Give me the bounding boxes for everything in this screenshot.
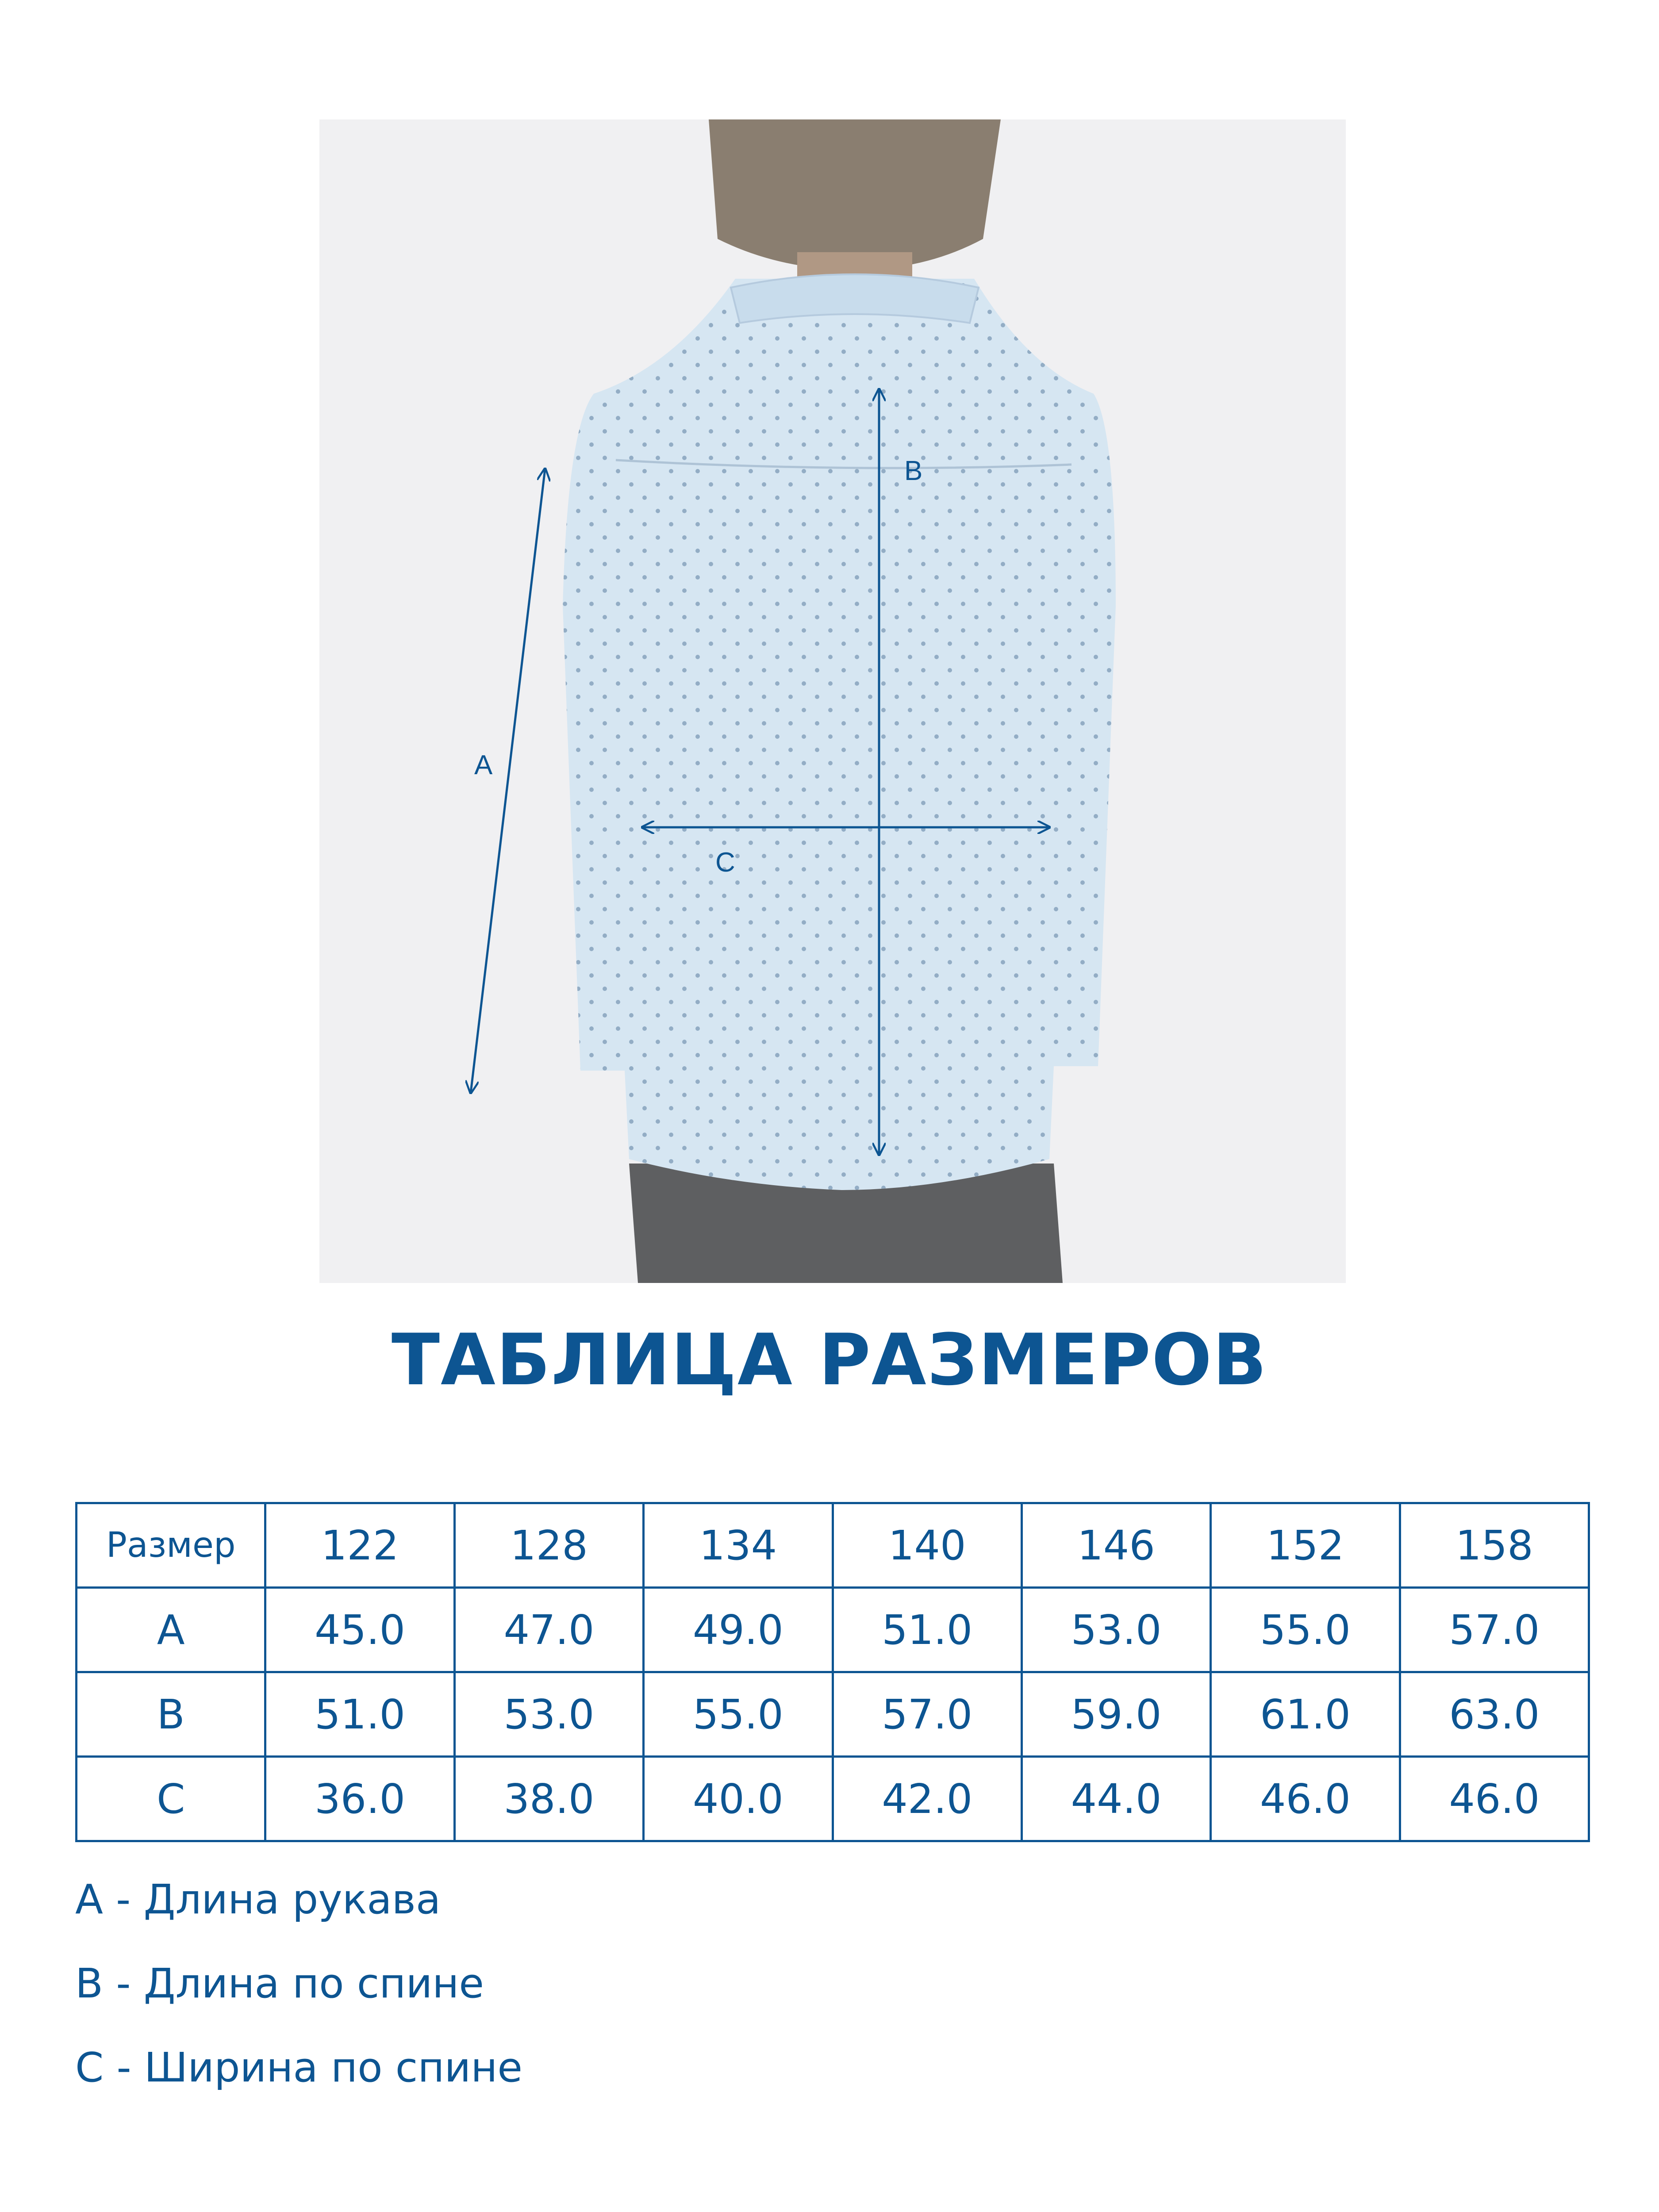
page-title: ТАБЛИЦА РАЗМЕРОВ <box>391 1318 1268 1401</box>
header-cell: 146 <box>1022 1503 1210 1588</box>
row-label: B <box>77 1672 265 1757</box>
table-cell: 59.0 <box>1022 1672 1210 1757</box>
table-cell: 55.0 <box>644 1672 833 1757</box>
table-cell: 47.0 <box>454 1588 643 1672</box>
table-cell: 40.0 <box>644 1757 833 1841</box>
table-row <box>77 1757 1589 1841</box>
size-table <box>75 1502 1590 1842</box>
label-b: B <box>904 456 923 486</box>
table-cell: 57.0 <box>1400 1588 1589 1672</box>
header-cell: 134 <box>644 1503 833 1588</box>
table-cell: 51.0 <box>265 1672 454 1757</box>
legend-item-a: A - Длина рукава <box>75 1876 441 1923</box>
table-cell: 51.0 <box>833 1588 1022 1672</box>
table-row <box>77 1672 1589 1757</box>
table-cell: 46.0 <box>1400 1757 1589 1841</box>
table-cell: 45.0 <box>265 1588 454 1672</box>
table-cell: 44.0 <box>1022 1757 1210 1841</box>
table-cell: 63.0 <box>1400 1672 1589 1757</box>
table-row <box>77 1588 1589 1672</box>
label-c: C <box>715 847 735 878</box>
table-cell: 57.0 <box>833 1672 1022 1757</box>
table-cell: 38.0 <box>454 1757 643 1841</box>
legend-item-b: B - Длина по спине <box>75 1960 484 2007</box>
table-cell: 42.0 <box>833 1757 1022 1841</box>
table-header-row <box>77 1503 1589 1588</box>
row-label: A <box>77 1588 265 1672</box>
table-cell: 53.0 <box>1022 1588 1210 1672</box>
header-cell: 122 <box>265 1503 454 1588</box>
hair <box>709 119 1001 270</box>
header-cell: Размер <box>77 1503 265 1588</box>
header-cell: 128 <box>454 1503 643 1588</box>
legend-item-c: C - Ширина по спине <box>75 2044 523 2091</box>
table-cell: 46.0 <box>1211 1757 1400 1841</box>
table-cell: 36.0 <box>265 1757 454 1841</box>
header-cell: 152 <box>1211 1503 1400 1588</box>
table-cell: 53.0 <box>454 1672 643 1757</box>
row-label: C <box>77 1757 265 1841</box>
table-cell: 61.0 <box>1211 1672 1400 1757</box>
header-cell: 158 <box>1400 1503 1589 1588</box>
table-cell: 49.0 <box>644 1588 833 1672</box>
header-cell: 140 <box>833 1503 1022 1588</box>
label-a: A <box>474 750 493 780</box>
table-cell: 55.0 <box>1211 1588 1400 1672</box>
shirt-photo <box>319 119 1346 1283</box>
